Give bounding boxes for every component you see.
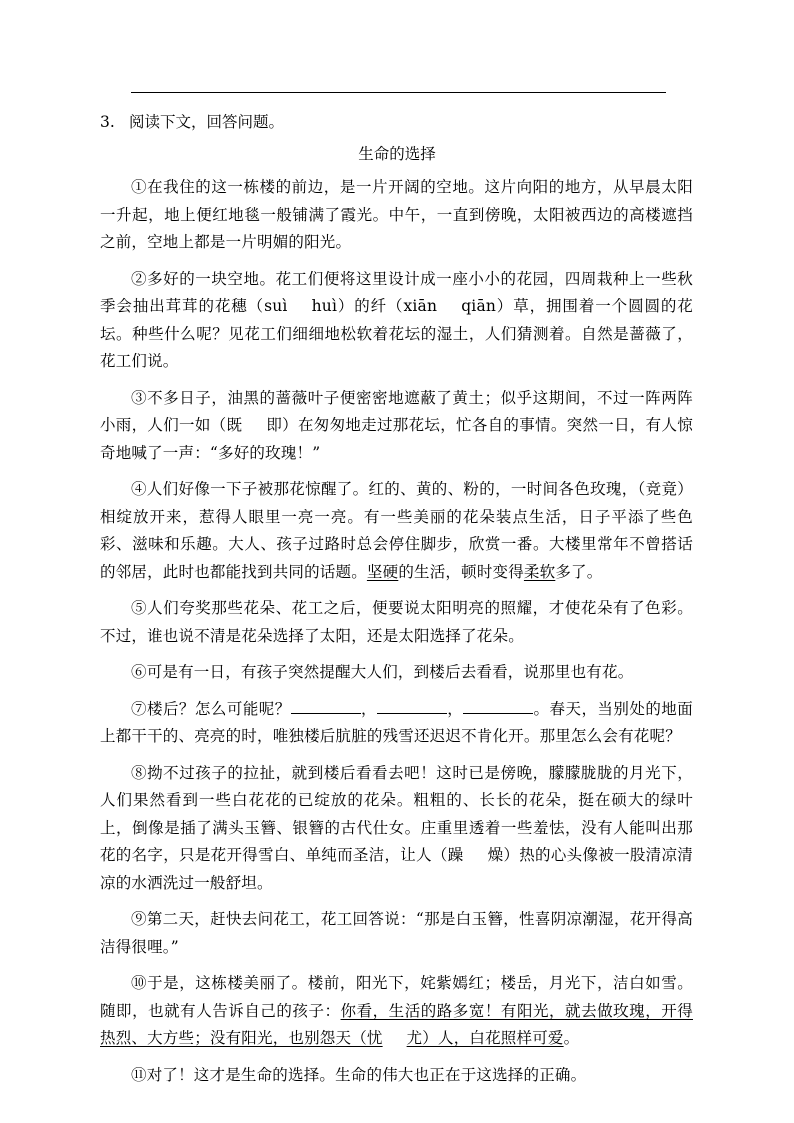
paragraph-9: ⑨第二天，赶快去问花工，花工回答说：“那是白玉簪，性喜阴凉潮湿，花开得高洁得很哩。” — [100, 910, 693, 956]
p4-underlined-1: 坚硬 — [366, 562, 399, 581]
question-instruction: 阅读下文，回答问题。 — [129, 113, 285, 131]
fill-blank-2[interactable] — [377, 699, 447, 714]
fill-blank-1[interactable] — [291, 699, 361, 714]
paragraph-6: ⑥可是有一日，有孩子突然提醒大人们，到楼后去看看，说那里也有花。 — [131, 663, 634, 681]
paragraph-1: ①在我住的这一栋楼的前边，是一片开阔的空地。这片向阳的地方，从早晨太阳一升起，地上便红地毯一般铺满了霞光。中午，一直到傍晚，太阳被西边的高楼遮挡之前，空地上都是一片明媚的阳光。 — [100, 178, 693, 251]
p3-text-a: ③不多日子，油黑的蔷薇叶子便密密地遮蔽了黄土；似乎这期间，不过一阵两阵小雨，人们一如（既 — [100, 388, 693, 434]
p8-text-a: ⑧拗不过孩子的拉扯，就到楼后看看去吧！这时已是傍晚，朦朦胧胧的月光下，人们果然看到一些白花花的已绽放的花朵。粗粗的、长长的花朵，挺在硕大的绿叶上，倒像是插了满头玉簪、银簪的古代仕女。庄重里透着一些羞怯，没有人能叫出那花的名字，只是花开得雪白、单纯而圣洁，让人（躁 — [100, 763, 693, 864]
p7-sep-1: ， — [360, 699, 377, 718]
p4-text-b: 的生活，顿时变得 — [398, 562, 524, 581]
question-number: 3. — [100, 113, 115, 131]
paragraph-8 — [100, 760, 693, 898]
p4-underlined-2: 柔软 — [523, 562, 556, 581]
paragraph-5: ⑤人们夸奖那些花朵、花工之后，便要说太阳明亮的照耀，才使花朵有了色彩。不过，谁也说不清是花朵选择了太阳，还是太阳选择了花朵。 — [100, 599, 693, 645]
question-header — [100, 110, 284, 134]
paragraph-10 — [100, 970, 693, 1053]
paragraph-11: ⑪对了！这才是生命的选择。生命的伟大也正在于这选择的正确。 — [131, 1065, 587, 1084]
p10-underlined-1: 你看，生活的路多宽！有阳光，就去做玫瑰，开得热烈、大方些；没有阳光，也别怨天（忧 — [100, 1001, 693, 1047]
paragraph-7 — [100, 696, 693, 751]
p4-text-c: 多了。 — [555, 562, 603, 581]
p7-text-b: 。春天，当别处的地面上都干干的、亮亮的时，唯独楼后肮脏的残雪还迟迟不肯化开。那里怎么会有花呢？ — [100, 699, 693, 745]
paragraph-2 — [100, 266, 693, 376]
p10-text-b: 。 — [563, 1029, 580, 1047]
paragraph-4 — [100, 476, 693, 586]
p10-underlined-2: 尤）人，白花照样可爱 — [406, 1029, 564, 1047]
p2-text-b: huì）的纤（xiān — [311, 297, 438, 315]
p2-text-c: qiān）草，拥围着一个圆圆的花坛。种些什么呢？见花工们细细地松软着花坛的湿土，人们猜测着。自然是蔷薇了，花工们说。 — [100, 297, 693, 370]
article-body — [100, 174, 693, 1098]
p8-text-b: 燥）热的心头像被一股清凉清凉的水洒洗过一般舒坦。 — [100, 846, 693, 892]
paragraph-3 — [100, 385, 693, 468]
article-title: 生命的选择 — [358, 145, 436, 163]
top-rule — [131, 92, 666, 93]
p10-text-a: ⑩于是，这栋楼美丽了。楼前，阳光下，姹紫嫣红；楼岳，月光下，洁白如雪。随即，也就有人告诉自己的孩子： — [100, 974, 693, 1020]
fill-blank-3[interactable] — [463, 699, 533, 714]
p4-text-a: ④人们好像一下子被那花惊醒了。红的、黄的、粉的，一时间各色玫瑰，（竞竟）相绽放开来，惹得人眼里一亮一亮。有一些美丽的花朵装点生活，日子平添了些色彩、滋味和乐趣。大人、孩子过路时总会停住脚步，欣赏一番。大楼里常年不曾搭话的邻居，此时也都能找到共同的话题。 — [100, 480, 693, 581]
p2-text-a: ②多好的一块空地。花工们便将这里设计成一座小小的花园，四周栽种上一些秋季会抽出茸茸的花穗（suì — [100, 269, 693, 315]
p7-sep-2: ， — [447, 699, 464, 718]
p3-text-b: 即）在匆匆地走过那花坛，忙各自的事情。突然一日，有人惊奇地喊了一声：“多好的玫瑰！” — [100, 416, 693, 462]
p7-text-a: ⑦楼后？怎么可能呢？ — [131, 699, 291, 718]
